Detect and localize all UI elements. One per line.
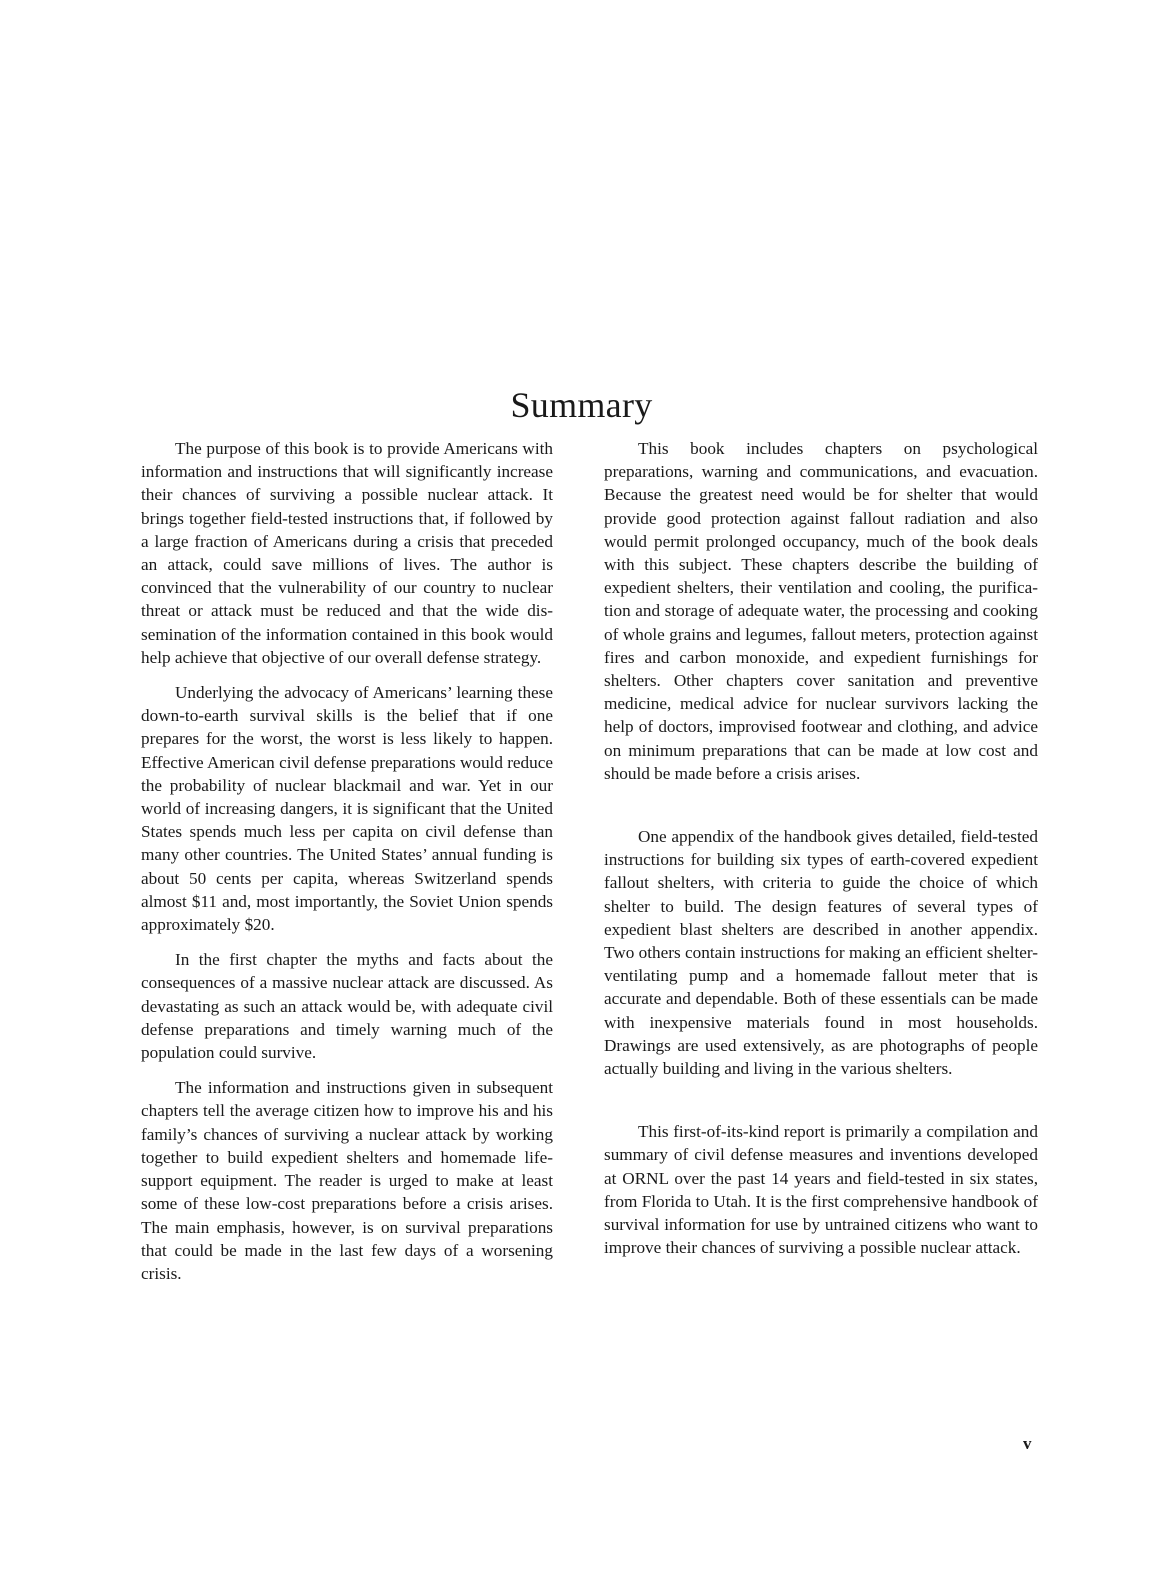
paragraph-purpose: The purpose of this book is to provide Americans with information and instructions that will significantly increase their chances of surviving a possible nuclear attack. It brings together field-tested instructions that, if followed by a large fraction of Americans during a crisis that preceded an attack, could save millions of lives. The author is convinced that the vulnerability of our country to nuclear threat or attack must be reduced and that the wide dissemination of the information contained in this book would help achieve that objective of our overall defense strategy. <box>141 439 553 667</box>
paragraph-book-chapters: This book includes chapters on psychological preparations, warning and communications, and evacuation. Because the greatest need would be for shelter that would provide good protection against fallout radiation and also would permit prolonged occupancy, much of the book deals with this subject. These chapters describe the building of expedient shelters, their ventilation and cooling, the purification and storage of adequate water, the processing and cooking of whole grains and legumes, fallout meters, protection against fires and carbon monoxide, and expedient furnishings for shelters. Other chapters cover sanitation and preventive medicine, medical advice for nuclear survivors lacking the help of doctors, improvised footwear and clothing, and advice on minimum preparations that can be made at low cost and should be made before a crisis arises. <box>604 439 1038 783</box>
paragraph-subsequent-chapters: The information and instructions given in subsequent chapters tell the average citizen how to improve his and his family’s chances of surviving a nuclear attack by working together to build expedient shelters and homemade life-support equipment. The reader is urged to make at least some of these low-cost preparations before a crisis arises. The main emphasis, however, is on survival preparations that could be made in the last few days of a worsening crisis. <box>141 1078 553 1283</box>
paragraph-first-chapter: In the first chapter the myths and facts about the consequences of a massive nuclear attack are discussed. As devastating as such an attack would be, with adequate civil defense preparations and timely warning much of the population could survive. <box>141 950 553 1063</box>
right-column <box>604 437 1038 1260</box>
page-number: v <box>1023 1434 1032 1453</box>
page-title: Summary <box>510 385 653 426</box>
paragraph-first-of-its-kind: This first-of-its-kind report is primarily a compilation and summary of civil defense measures and inventions developed at ORNL over the past 14 years and field-tested in six states, from Florida to Utah. It is the first comprehensive handbook of survival information for use by untrained citizens who want to improve their chances of surviving a possible nuclear attack. <box>604 1122 1038 1258</box>
paragraph-appendix: One appendix of the handbook gives detailed, field-tested instructions for building six types of earth-covered expedient fallout shelters, with criteria to guide the choice of which shelter to build. The design features of several types of expedient blast shelters are described in another appendix. Two others contain instructions for making an efficient shelter-ventilating pump and a homemade fallout meter that is accurate and dependable. Both of these essentials can be made with inexpensive materials found in most households. Drawings are used extensively, as are photographs of people actually building and living in the various shelters. <box>604 827 1038 1079</box>
paragraph-underlying-advocacy: Underlying the advocacy of Americans’ learning these down-to-earth survival skills is the belief that if one prepares for the worst, the worst is less likely to happen. Effective American civil defense preparations would reduce the probability of nuclear blackmail and war. Yet in our world of increasing dangers, it is significant that the United States spends much less per capita on civil defense than many other countries. The United States’ annual funding is about 50 cents per capita, whereas Switzerland spends almost $11 and, most importantly, the Soviet Union spends approximately $20. <box>141 683 554 935</box>
left-column <box>141 437 553 1297</box>
